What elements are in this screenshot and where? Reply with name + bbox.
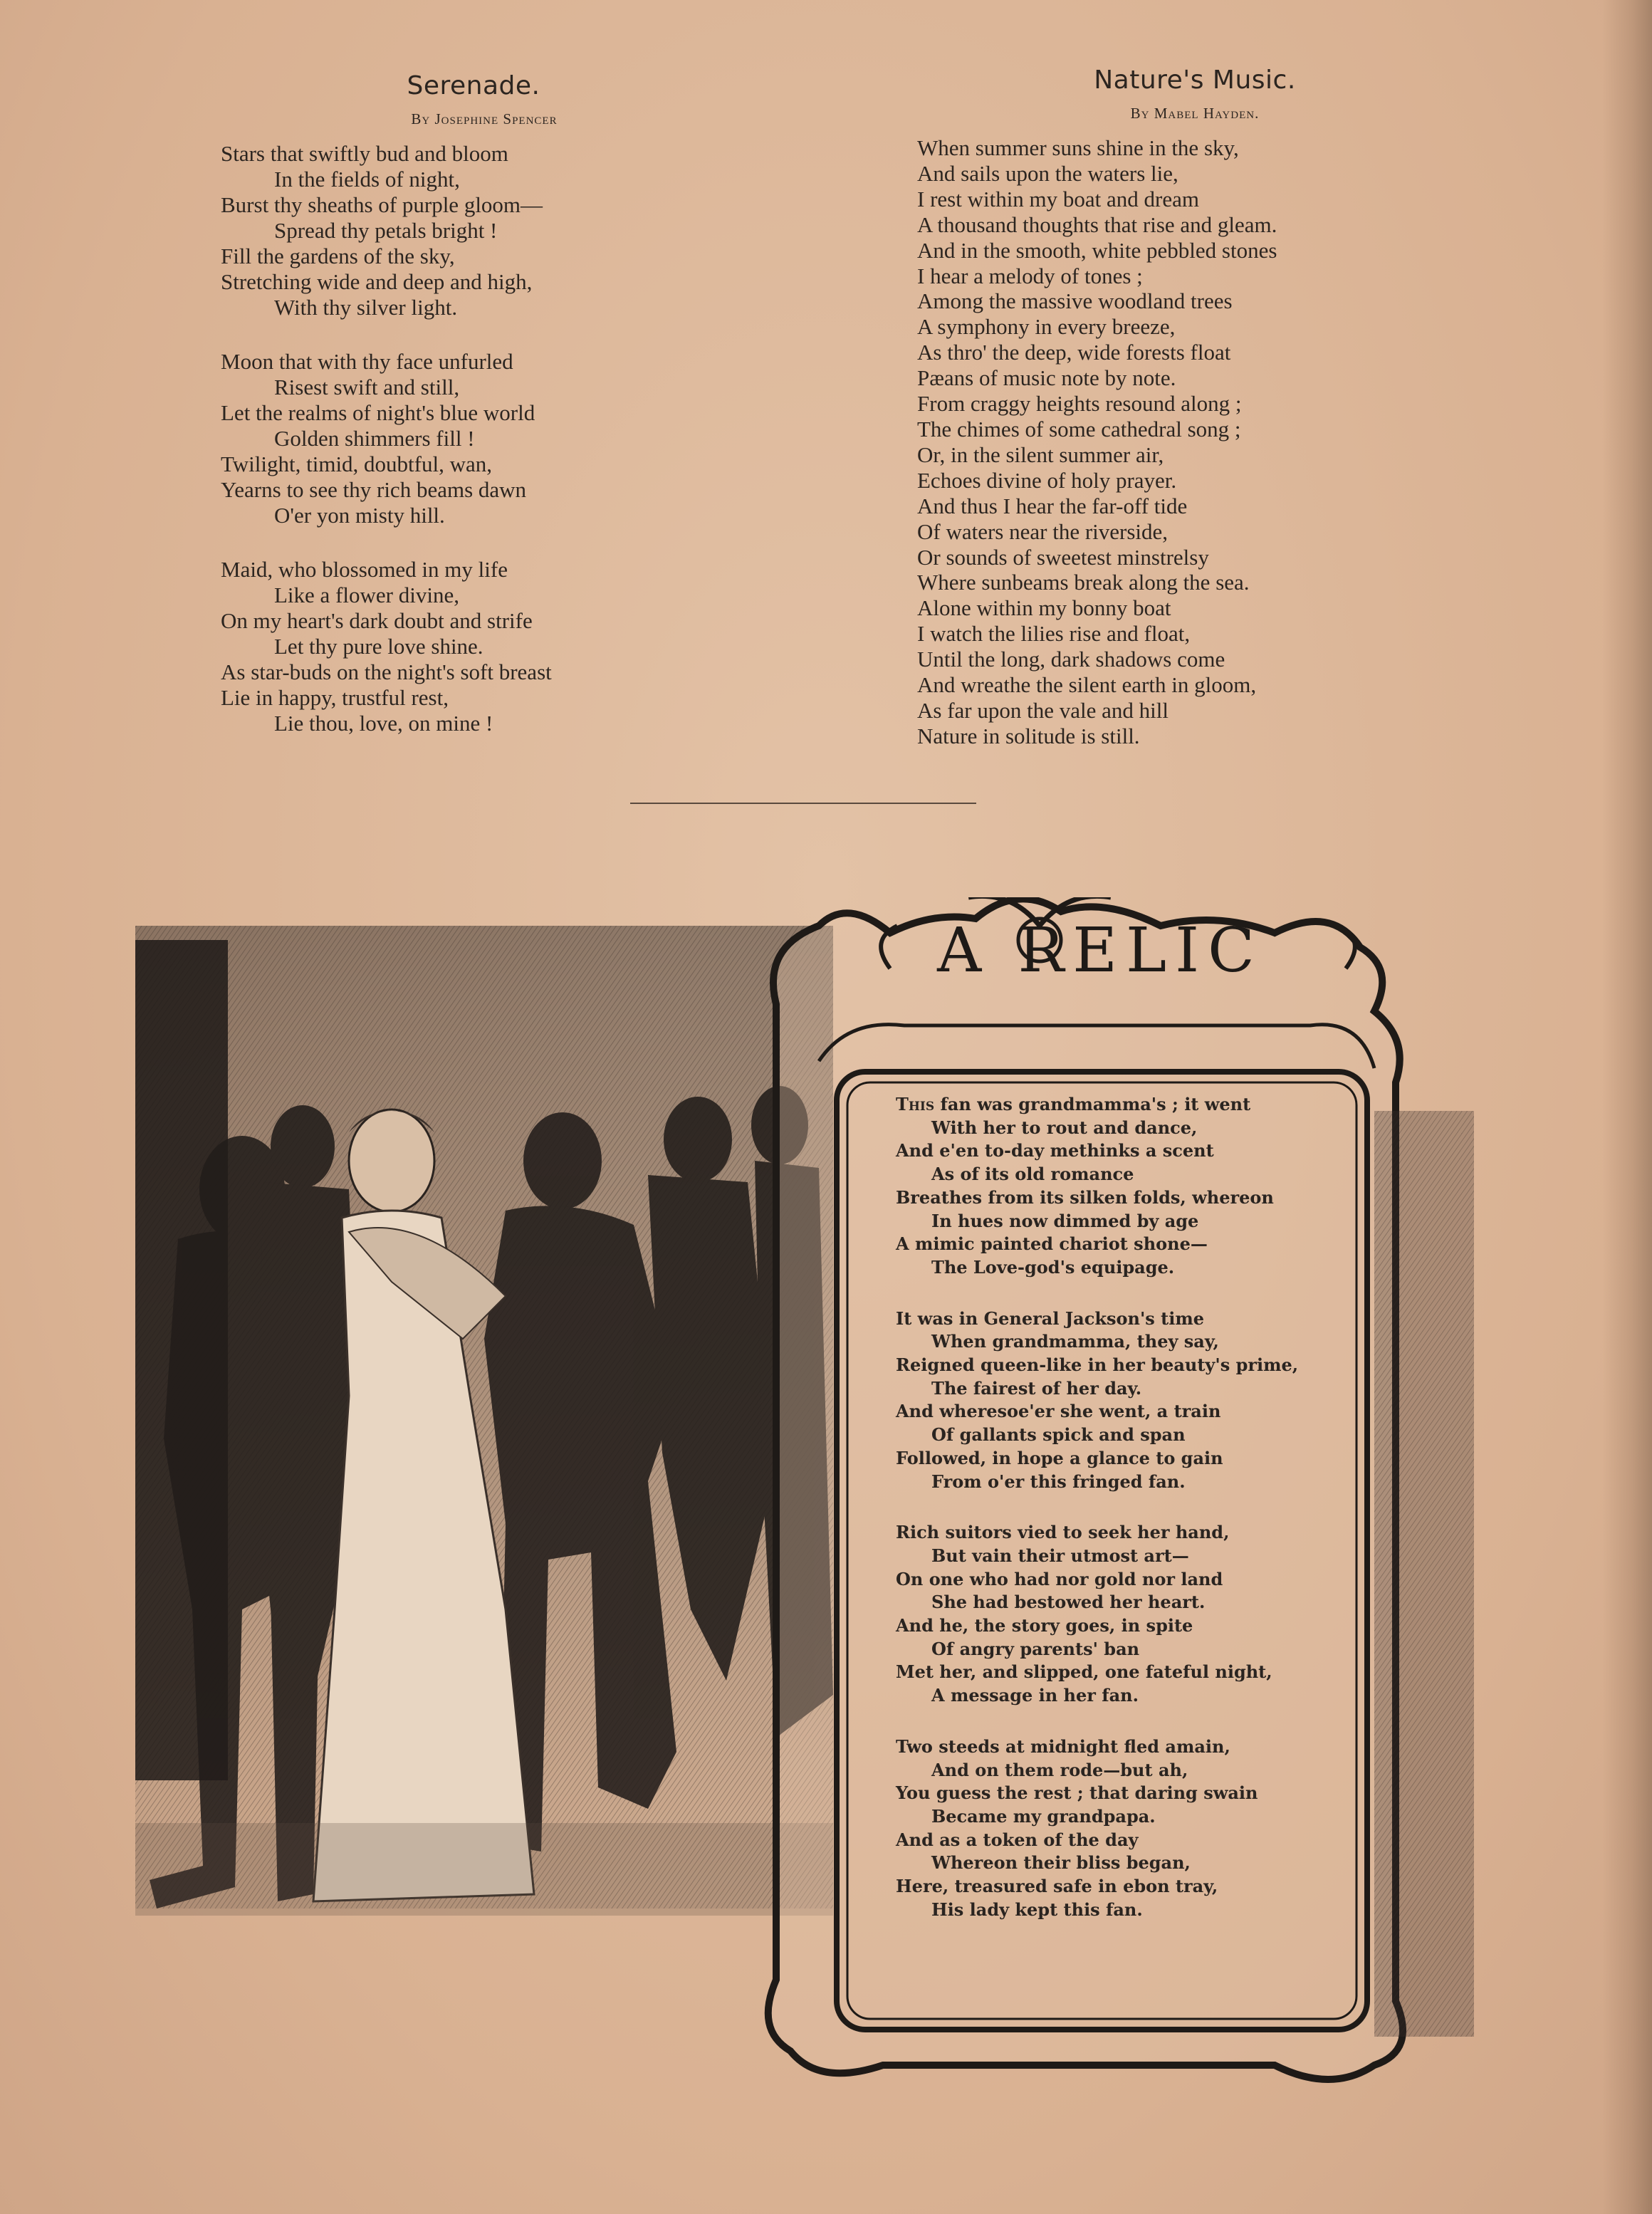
- poem-line: His lady kept this fan.: [931, 1899, 1143, 1920]
- poem-line: Pæans of music note by note.: [917, 365, 1176, 391]
- poem-line: Echoes divine of holy prayer.: [917, 467, 1177, 493]
- poem-line: Followed, in hope a glance to gain: [896, 1447, 1223, 1468]
- serenade-poem: [221, 71, 748, 765]
- poem-line: Here, treasured safe in ebon tray,: [896, 1876, 1218, 1897]
- poem-line: On one who had nor gold nor land: [896, 1568, 1223, 1589]
- poem-line: A thousand thoughts that rise and gleam.: [917, 212, 1277, 237]
- poem-line: [896, 1093, 1295, 1117]
- poem-line: Risest swift and still,: [274, 375, 460, 400]
- poem-line: You guess the rest ; that daring swain: [896, 1782, 1258, 1804]
- poem-line: I watch the lilies rise and float,: [917, 621, 1191, 647]
- poem-line: Moon that with thy face unfurled: [221, 349, 513, 374]
- poem-line: Of waters near the riverside,: [917, 518, 1169, 544]
- poem-line: Nature in solitude is still.: [917, 723, 1140, 748]
- poem-line: On my heart's dark doubt and strife: [221, 608, 533, 633]
- poem-line: With her to rout and dance,: [931, 1117, 1198, 1138]
- poem-line: Maid, who blossomed in my life: [221, 557, 508, 582]
- poem-line: Of gallants spick and span: [931, 1424, 1186, 1446]
- poem-line: A symphony in every breeze,: [917, 314, 1176, 340]
- poem-line: In the fields of night,: [274, 167, 460, 192]
- poem-line: Became my grandpapa.: [931, 1805, 1156, 1827]
- poem-line: Until the long, dark shadows come: [917, 647, 1225, 672]
- poem-line: As of its old romance: [931, 1164, 1134, 1185]
- poem-line: Met her, and slipped, one fateful night,: [896, 1661, 1272, 1683]
- poem-line: But vain their utmost art—: [931, 1545, 1189, 1566]
- section-divider: [630, 803, 976, 804]
- poem-line: Lie thou, love, on mine !: [274, 711, 493, 736]
- poem-line: And in the smooth, white pebbled stones: [917, 237, 1277, 263]
- poem-line: Let the realms of night's blue world: [221, 400, 535, 425]
- serenade-title: Serenade.: [407, 71, 540, 100]
- poem-line: And e'en to-day methinks a scent: [896, 1140, 1214, 1161]
- poem-line: In hues now dimmed by age: [931, 1210, 1199, 1231]
- serenade-stanza: [221, 557, 748, 736]
- poem-line: And wheresoe'er she went, a train: [896, 1401, 1221, 1422]
- poem-line: From o'er this fringed fan.: [931, 1471, 1186, 1492]
- poem-line: A mimic painted chariot shone—: [896, 1233, 1208, 1255]
- poem-line: Rich suitors vied to seek her hand,: [896, 1522, 1230, 1543]
- relic-title: A RELIC: [937, 915, 1263, 986]
- poem-line: Spread thy petals bright !: [274, 218, 498, 243]
- poem-line: When grandmamma, they say,: [931, 1331, 1219, 1352]
- poem-line: Or, in the silent summer air,: [917, 442, 1164, 467]
- poem-line: And wreathe the silent earth in gloom,: [917, 672, 1257, 698]
- poem-line: Yearns to see thy rich beams dawn: [221, 477, 527, 502]
- poem-line: Alone within my bonny boat: [917, 595, 1171, 621]
- relic-poem: [896, 1093, 1299, 1950]
- natures-music-poem: [917, 66, 1473, 749]
- poem-line: And on them rode—but ah,: [931, 1759, 1188, 1780]
- relic-first-line-rest: fan was grandmamma's ; it went: [934, 1094, 1251, 1114]
- poem-line: I rest within my boat and dream: [917, 186, 1200, 212]
- poem-line: Twilight, timid, doubtful, wan,: [221, 451, 493, 476]
- poem-line: Or sounds of sweetest minstrelsy: [917, 544, 1209, 570]
- relic-stanza: [896, 1735, 1295, 1922]
- natures-music-title: Nature's Music.: [1094, 66, 1296, 95]
- poem-line: As star-buds on the night's soft breast: [221, 659, 552, 684]
- poem-line: Where sunbeams break along the sea.: [917, 570, 1250, 595]
- poem-line: Lie in happy, trustful rest,: [221, 685, 449, 710]
- poem-line: When summer suns shine in the sky,: [917, 135, 1239, 160]
- relic-stanza: [896, 1307, 1299, 1494]
- poem-line: The chimes of some cathedral song ;: [917, 416, 1241, 442]
- poem-line: And he, the story goes, in spite: [896, 1615, 1193, 1636]
- poem-line: Golden shimmers fill !: [274, 426, 475, 451]
- poem-line: Among the massive woodland trees: [917, 288, 1233, 314]
- page-edge-shadow: [1602, 0, 1652, 2214]
- poem-line: And thus I hear the far-off tide: [917, 493, 1188, 518]
- poem-line: It was in General Jackson's time: [896, 1307, 1205, 1329]
- poem-line: Two steeds at midnight fled amain,: [896, 1735, 1230, 1757]
- poem-line: O'er yon misty hill.: [274, 503, 445, 528]
- poem-line: Of angry parents' ban: [931, 1638, 1140, 1659]
- relic-stanza: [896, 1521, 1295, 1708]
- poem-line: As thro' the deep, wide forests float: [917, 340, 1231, 365]
- natures-music-lines: [917, 135, 1473, 749]
- poem-line: The fairest of her day.: [931, 1377, 1142, 1399]
- serenade-stanza: [221, 141, 748, 320]
- poem-line: Stars that swiftly bud and bloom: [221, 141, 508, 166]
- poem-line: Let thy pure love shine.: [274, 634, 483, 659]
- poem-line: Burst thy sheaths of purple gloom—: [221, 192, 543, 217]
- serenade-byline: By Josephine Spencer: [411, 110, 558, 127]
- poem-line: Reigned queen-like in her beauty's prime,: [896, 1354, 1299, 1376]
- poem-line: I hear a melody of tones ;: [917, 263, 1143, 288]
- poem-line: The Love-god's equipage.: [931, 1256, 1175, 1278]
- poem-line: A message in her fan.: [931, 1685, 1139, 1706]
- poem-line: And as a token of the day: [896, 1829, 1139, 1850]
- poem-line: Whereon their bliss began,: [931, 1852, 1191, 1874]
- poem-line: As far upon the vale and hill: [917, 697, 1169, 723]
- poem-line: Breathes from its silken folds, whereon: [896, 1186, 1274, 1208]
- serenade-stanza: [221, 349, 748, 528]
- poem-line: And sails upon the waters lie,: [917, 160, 1178, 186]
- poem-line: She had bestowed her heart.: [931, 1592, 1206, 1613]
- poem-line: Stretching wide and deep and high,: [221, 269, 533, 294]
- poem-line: From craggy heights resound along ;: [917, 391, 1242, 417]
- poem-line: Like a flower divine,: [274, 583, 459, 607]
- natures-music-byline: By Mabel Hayden.: [1130, 105, 1260, 122]
- relic-first-word: This: [896, 1094, 935, 1114]
- poem-line: Fill the gardens of the sky,: [221, 244, 455, 268]
- poem-line: With thy silver light.: [274, 295, 458, 320]
- relic-stanza: [896, 1093, 1295, 1280]
